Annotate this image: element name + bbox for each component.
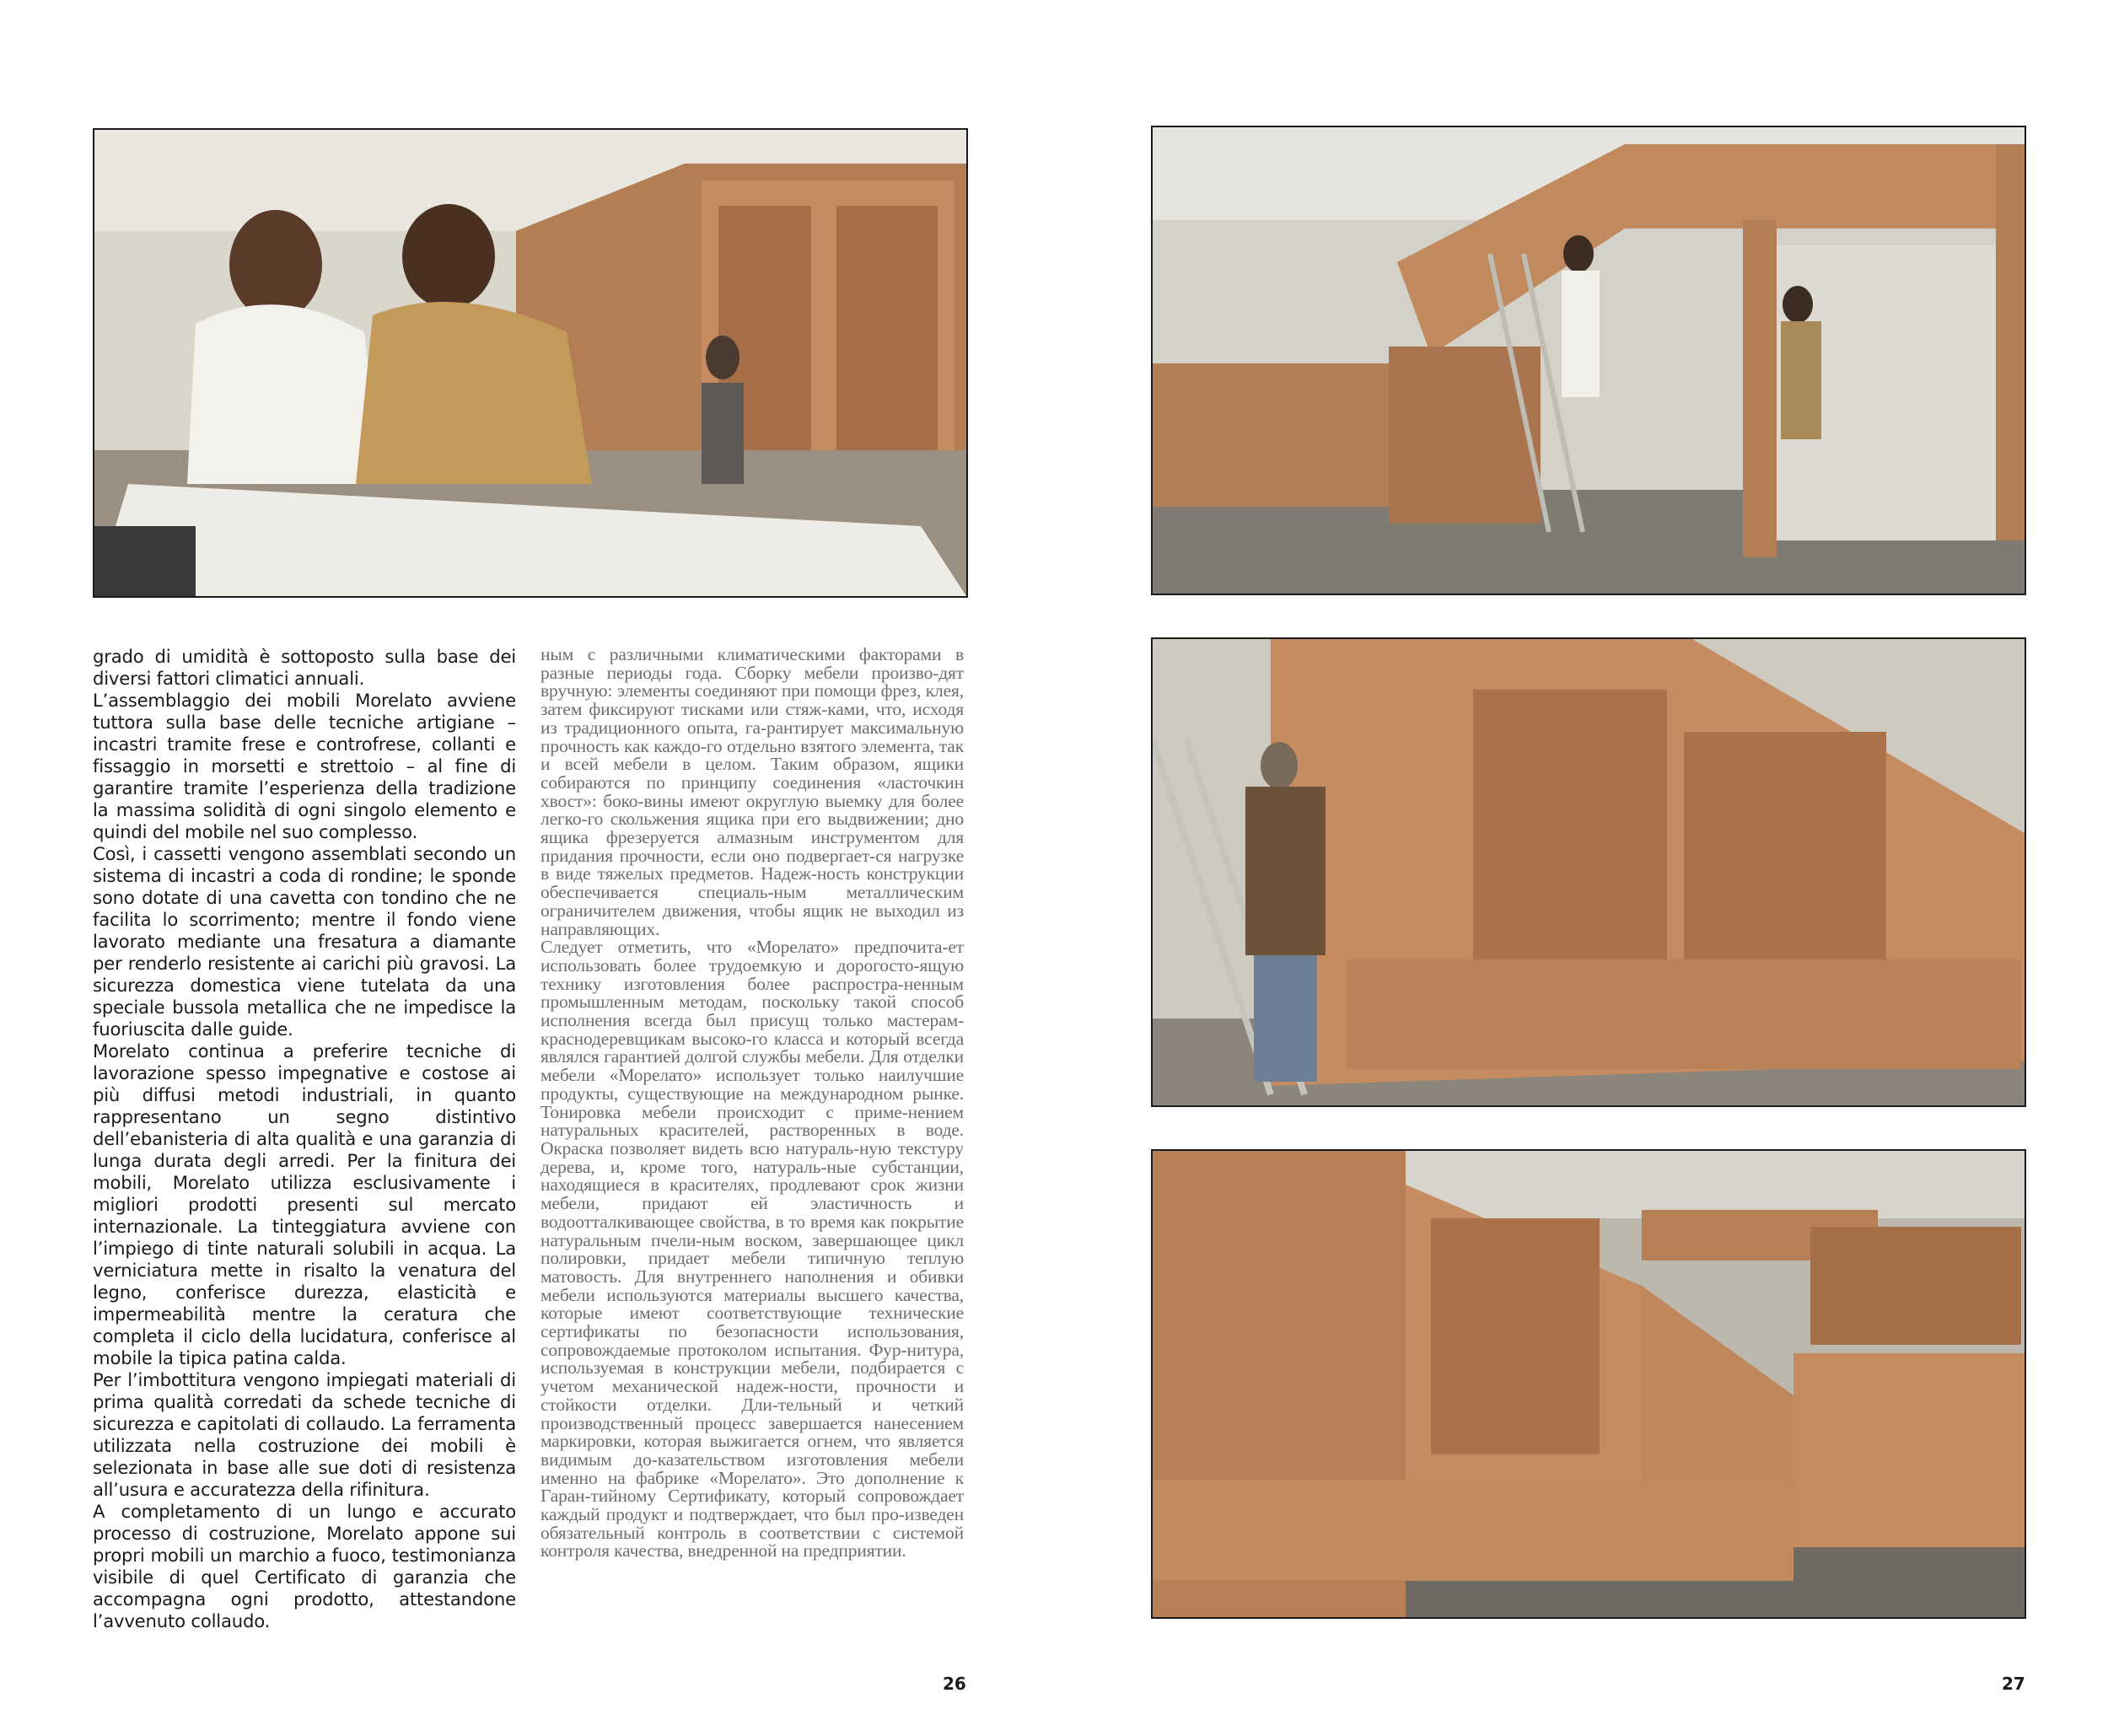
italian-paragraph: grado di umidità è sottoposto sulla base dei diversi fattori climatici annuali. (93, 646, 516, 689)
italian-paragraph: Così, i cassetti vengono assemblati secondo un sistema di incastri a coda di rondine; le sponde sono dotate di una cavetta con tondino che ne facilita lo scorrimento; mentre il fondo viene lavorato mediante una fresatura a diamante per renderlo resistente ai carichi più gravosi. La sicurezza domestica viene tutelata da una speciale bussola metallica che ne impedisce la fuoriuscita dalle guide. (93, 843, 516, 1040)
photo-finished-room (1151, 1149, 2026, 1619)
photo-craftsmen-plans (93, 128, 968, 598)
italian-text-column (93, 646, 516, 1632)
italian-paragraph: L’assemblaggio dei mobili Morelato avviene tuttora sulla base delle tecniche artigiane – incastri tramite frese e controfrese, collanti e fissaggio in morsetti e strettoio – al fine di garantire tramite l’esperienza della tradizione la massima solidità di ogni singolo elemento e quindi del mobile nel suo complesso. (93, 690, 516, 842)
russian-text-column (540, 646, 964, 1561)
craftsmen-plans-illustration (94, 130, 966, 596)
russian-paragraph: Следует отметить, что «Морелато» предпочита-ет использовать более трудоемкую и дорогосто-ящую технику изготовления более распростра-ненным промышленным методам, поскольку такой способ исполнения всегда был присущ только мастерам-краснодеревщикам высоко-го класса и который всегда являлся гарантией долгой службы мебели. Для отделки мебели «Морелато» использует только наилучшие продукты, существующие на международном рынке. Тонировка мебели происходит с приме-нением натуральных красителей, растворенных в воде. Окраска позволяет видеть всю натураль-ную текстуру дерева, и, кроме того, натураль-ные субстанции, находящиеся в красителях, продлевают срок жизни мебели, придают ей эластичность и водоотталкивающее свойства, в то время как покрытие натуральным пчели-ным воском, завершающее цикл полировки, придает мебели типичную теплую матовость. Для внутреннего наполнения и обивки мебели используются материалы высшего качества, которые имеют соответствующие технические сертификаты по безопасности использования, сопровождаемые протоколом испытания. Фур-нитура, используемая в конструкции мебели, подбирается с учетом механической надеж-ности, прочности и стойкости отделки. Дли-тельный и четкий производственный процесс завершается нанесением маркировки, которая выжигается огнем, что является видимым до-казательством изготовления мебели именно на фабрике «Морелато». Это дополнение к Гаран-тийному Сертификату, который сопровождает каждый продукт и подтверждает, что был про-изведен обязательный контроль в соответствии с системой контроля качества, внедренной на предприятии. (540, 937, 964, 1561)
workshop-assembly-illustration (1153, 127, 2025, 594)
page-number-right: 27 (2002, 1674, 2025, 1694)
italian-paragraph: Morelato continua a preferire tecniche di lavorazione spesso impegnative e costose ai più diffusi metodi industriali, in quanto rappresentano un segno distintivo dell’ebanisteria di alta qualità e una garanzia di lunga durata degli arredi. Per la finitura dei mobili, Morelato utilizza esclusivamente i migliori prodotti presenti sul mercato internazionale. La tinteggiatura avviene con l’impiego di tinte naturali solubili in acqua. La verniciatura mette in risalto la venatura del legno, conferisce durezza, elasticità e impermeabilità mentre la ceratura che completa il ciclo della lucidatura, conferisce al mobile la tipica patina calda. (93, 1040, 516, 1368)
italian-paragraph: A completamento di un lungo e accurato processo di costruzione, Morelato appone sui propri mobili un marchio a fuoco, testimonianza visibile di quel Certificato di garanzia che accompagna ogni prodotto, attestandone l’avvenuto collaudo. (93, 1501, 516, 1631)
paneled-wall-illustration (1153, 639, 2025, 1105)
russian-paragraph: ным с различными климатическими факторами в разные периоды года. Сборку мебели произво-дят вручную: элементы соединяют при помощи фрез, клея, затем фиксируют тисками или стяж-ками, что, исходя из традиционного опыта, га-рантирует максимальную прочность как каждо-го отдельно взятого элемента, так и всей мебели в целом. Таким образом, ящики собираются по принципу соединения «ласточкин хвост»: боко-вины имеют округлую выемку для более легко-го скольжения ящика при его выдвижении; дно ящика фрезеруется алмазным инструментом для придания прочности, если оно подвергает-ся нагрузке в виде тяжелых предметов. Надеж-ность конструкции обеспечивается специаль-ным металлическим ограничителем движения, чтобы ящик не выходил из направляющих. (540, 644, 964, 939)
right-page (1054, 0, 2108, 1736)
page-number-left: 26 (943, 1674, 966, 1694)
photo-paneled-wall (1151, 637, 2026, 1107)
finished-room-illustration (1153, 1151, 2025, 1617)
italian-paragraph: Per l’imbottitura vengono impiegati materiali di prima qualità corredati da schede tecniche di sicurezza e capitolati di collaudo. La ferramenta utilizzata nella costruzione dei mobili è selezionata in base alle sue doti di resistenza all’usura e accuratezza della rifinitura. (93, 1369, 516, 1500)
photo-workshop-assembly (1151, 126, 2026, 595)
